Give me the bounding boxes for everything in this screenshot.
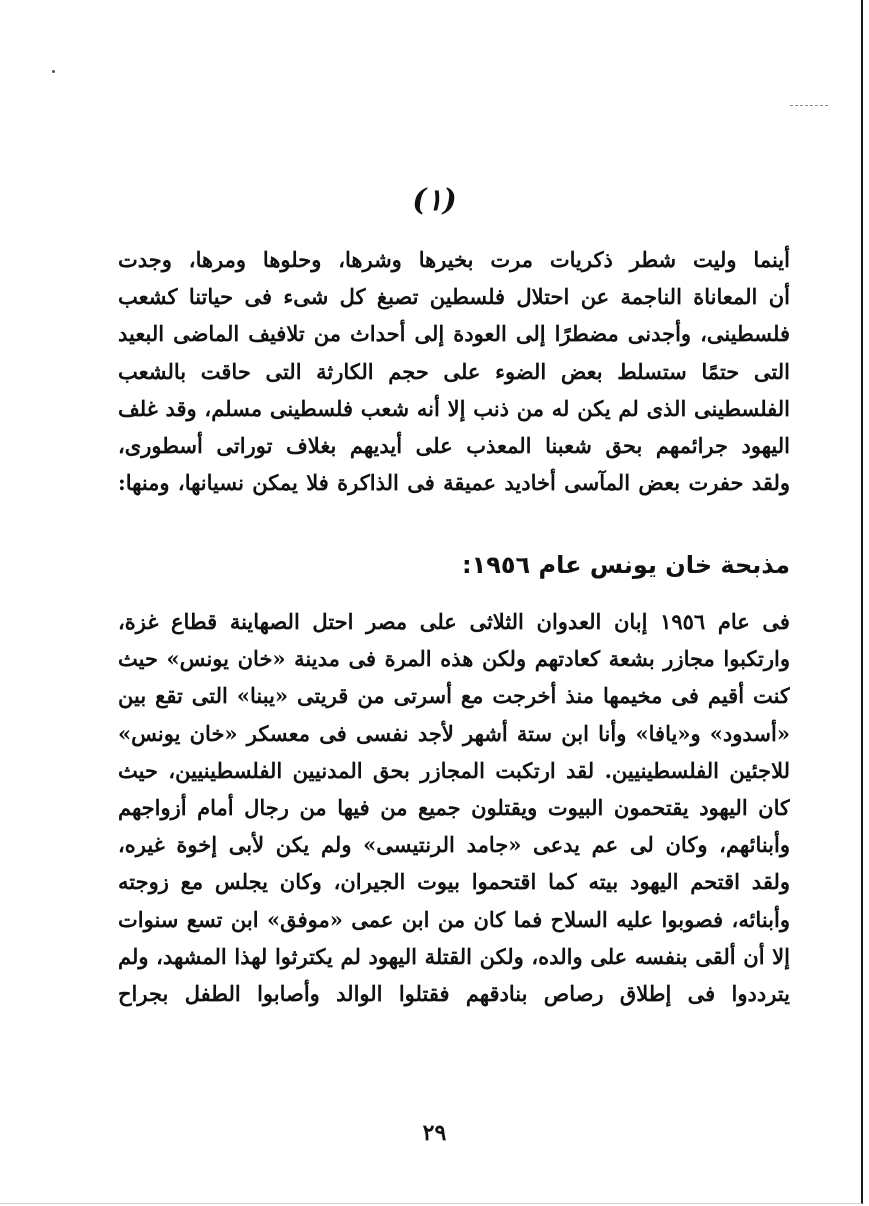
body-line: إلا أن ألقى بنفسه على والده، ولكن القتلة اليهود لم يكترثوا لهذا المشهد، ولم: [118, 943, 790, 969]
body-line: كان اليهود يقتحمون البيوت ويقتلون جميع من فيها من رجال أمام أزواجهم: [118, 794, 790, 820]
body-line: يترددوا فى إطلاق رصاص بنادقهم فقتلوا الوالد وأصابوا الطفل بجراح: [118, 980, 790, 1006]
body-line: «أسدود» و«يافا» وأنا ابن ستة أشهر لأجد نفسى فى معسكر «خان يونس»: [118, 720, 790, 746]
intro-line: اليهود جرائمهم بحق شعبنا المعذب على أيديهم بغلاف توراتى أسطورى،: [118, 432, 790, 458]
intro-line: ولقد حفرت بعض المآسى أخاديد عميقة فى الذاكرة فلا يمكن نسيانها، ومنها:: [118, 470, 790, 496]
page-number: ٢٩: [422, 1120, 447, 1146]
body-line: ولقد اقتحم اليهود بيته كما اقتحموا بيوت الجيران، وكان يجلس مع زوجته: [118, 869, 790, 895]
intro-line: أينما وليت شطر ذكريات مرت بخيرها وشرها، وحلوها ومرها، وجدت: [118, 247, 790, 272]
body-line: كنت أقيم فى مخيمها منذ أخرجت مع أسرتى من قريتى «يبنا» التى تقع بين: [118, 683, 790, 709]
intro-line: أن المعاناة الناجمة عن احتلال فلسطين تصبغ كل شىء فى حياتنا كشعب: [118, 284, 790, 310]
section-heading: مذبحة خان يونس عام ١٩٥٦:: [462, 551, 790, 579]
body-line: فى عام ١٩٥٦ إبان العدوان الثلاثى على مصر احتل الصهاينة قطاع غزة،: [118, 609, 790, 634]
scan-speck: [52, 70, 55, 73]
scan-mark: [790, 105, 828, 106]
intro-paragraph: [118, 241, 790, 501]
body-line: وأبنائهم، وكان لى عم يدعى «جامد الرنتيسى» ولم يكن لأبى إخوة غيره،: [118, 832, 790, 858]
body-line: وارتكبوا مجازر بشعة كعادتهم ولكن هذه المرة فى مدينة «خان يونس» حيث: [118, 646, 790, 672]
body-paragraph: [118, 603, 790, 1012]
chapter-number: (١): [412, 183, 457, 218]
body-line: وأبنائه، فصوبوا عليه السلاح فما كان من ابن عمى «موفق» ابن تسع سنوات: [118, 906, 790, 932]
intro-line: فلسطينى، وأجدنى مضطرًا إلى العودة إلى أحداث من تلافيف الماضى البعيد: [118, 321, 790, 347]
intro-line: الفلسطينى الذى لم يكن له من ذنب إلا أنه شعب فلسطينى مسلم، وقد غلف: [118, 395, 790, 421]
body-line: للاجئين الفلسطينيين. لقد ارتكبت المجازر بحق المدنيين الفلسطينيين، حيث: [118, 757, 790, 783]
intro-line: التى حتمًا ستسلط بعض الضوء على حجم الكارثة التى حاقت بالشعب: [118, 358, 790, 384]
